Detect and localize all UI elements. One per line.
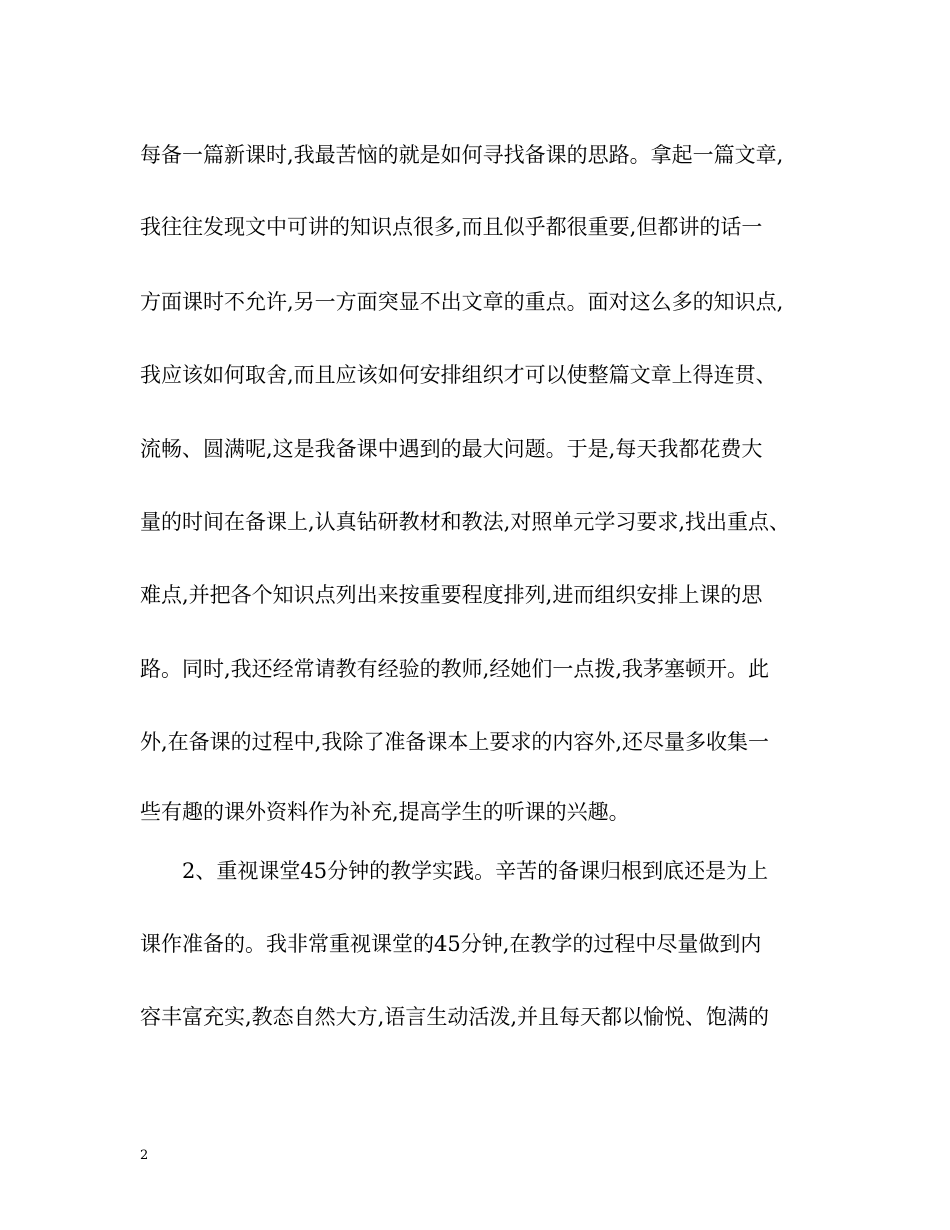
text-line: 我应该如何取舍,而且应该如何安排组织才可以使整篇文章上得连贯、 [140, 363, 777, 387]
text-line: 路。同时,我还经常请教有经验的教师,经她们一点拨,我茅塞顿开。此 [140, 657, 770, 681]
text-line: 方面课时不允许,另一方面突显不出文章的重点。面对这么多的知识点, [140, 290, 784, 314]
text-line: 流畅、圆满呢,这是我备课中遇到的最大问题。于是,每天我都花费大 [140, 437, 763, 461]
paragraph-first-line: 2、重视课堂45分钟的教学实践。辛苦的备课归根到底还是为上 [182, 859, 769, 883]
text-line: 容丰富充实,教态自然大方,语言生动活泼,并且每天都以愉悦、饱满的 [140, 1005, 770, 1029]
text-line: 课作准备的。我非常重视课堂的45分钟,在教学的过程中尽量做到内 [140, 932, 762, 956]
page-number: 2 [140, 1148, 149, 1163]
text-line: 每备一篇新课时,我最苦恼的就是如何寻找备课的思路。拿起一篇文章, [140, 143, 784, 167]
text-line: 量的时间在备课上,认真钻研教材和教法,对照单元学习要求,找出重点、 [140, 510, 791, 534]
text-line: 我往往发现文中可讲的知识点很多,而且似乎都很重要,但都讲的话一 [140, 215, 763, 239]
text-line: 些有趣的课外资料作为补充,提高学生的听课的兴趣。 [140, 800, 630, 824]
text-line: 难点,并把各个知识点列出来按重要程度排列,进而组织安排上课的思 [140, 583, 763, 607]
text-line: 外,在备课的过程中,我除了准备课本上要求的内容外,还尽量多收集一 [140, 730, 770, 754]
